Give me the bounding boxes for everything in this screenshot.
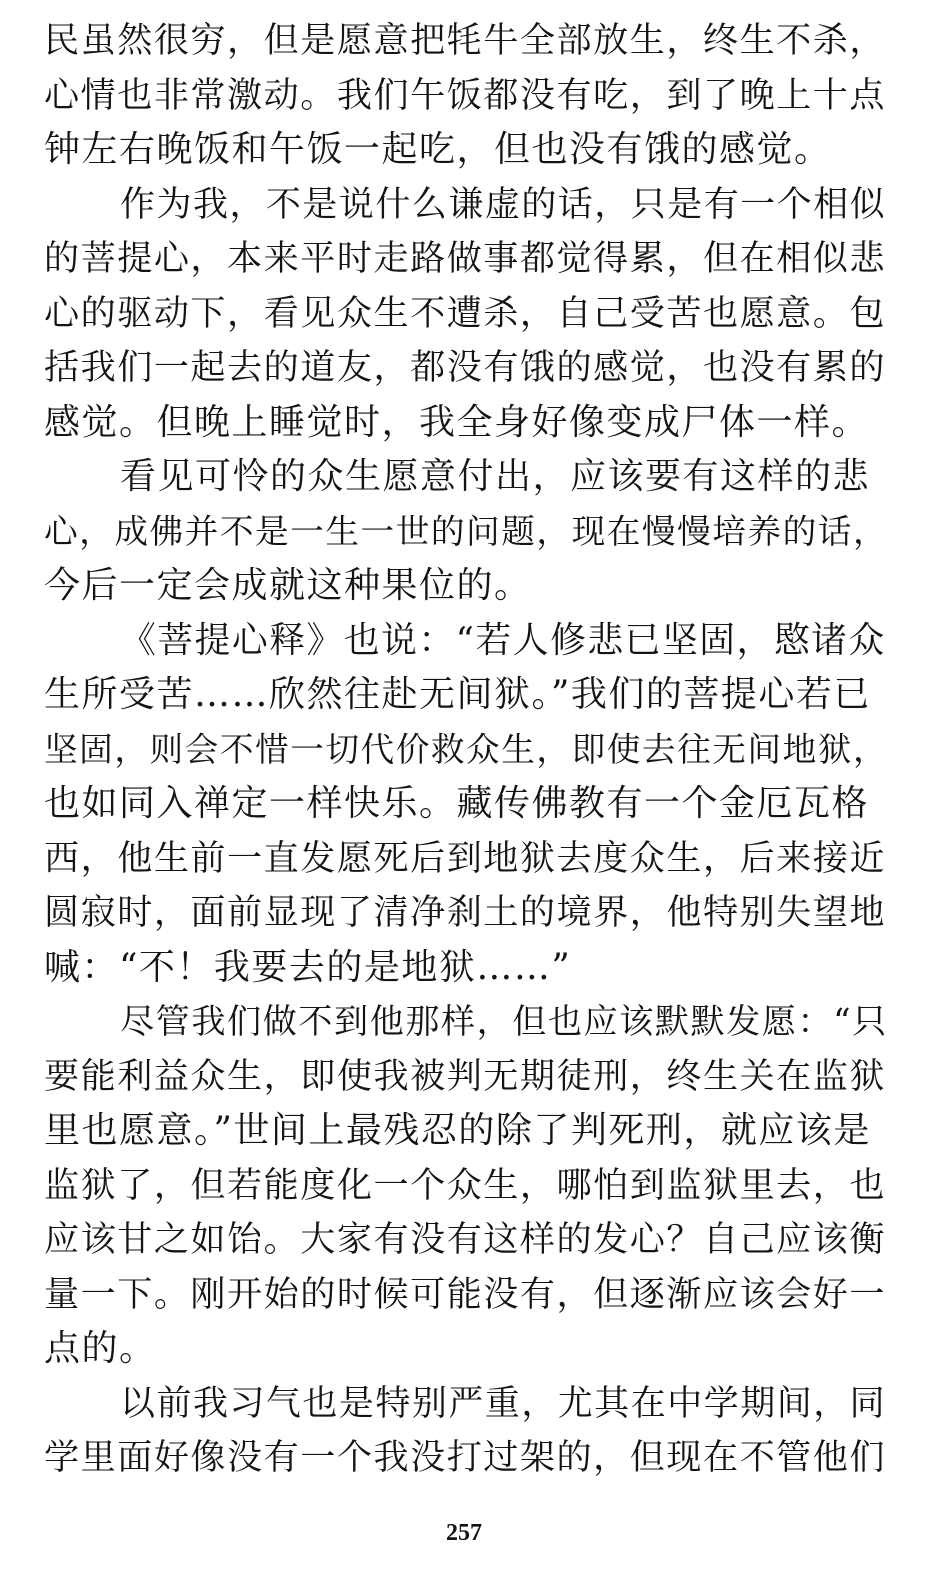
text-line: 看见可怜的众生愿意付出，应该要有这样的悲 [120, 456, 871, 497]
text-line: 里也愿意。”世间上最残忍的除了判死刑，就应该是 [44, 1110, 871, 1151]
text-line: 应该甘之如饴。大家有没有这样的发心？自己应该衡 [44, 1219, 887, 1260]
paragraph-3 [44, 450, 889, 614]
paragraph-4 [44, 614, 889, 996]
text-line: 括我们一起去的道友，都没有饿的感觉，也没有累的 [44, 347, 887, 388]
text-line: 点的。 [44, 1328, 157, 1369]
text-line: 以前我习气也是特别严重，尤其在中学期间，同 [120, 1383, 887, 1424]
text-line: 心的驱动下，看见众生不遭杀，自己受苦也愿意。包 [44, 292, 887, 334]
text-line: 西，他生前一直发愿死后到地狱去度众生，后来接近 [44, 837, 887, 879]
text-line: 监狱了，但若能度化一个众生，哪怕到监狱里去，也 [44, 1164, 887, 1206]
paragraph-5 [44, 995, 886, 1377]
text-line: 心，成佛并不是一生一世的问题，现在慢慢培养的话， [44, 511, 889, 551]
text-line: 坚固，则会不惜一切代价救众生，即使去往无间地狱， [44, 729, 889, 769]
text-line: 要能利益众生，即使我被判无期徒刑，终生关在监狱 [44, 1055, 887, 1097]
text-line: 《菩提心释》也说：“若人修悲已坚固，愍诸众 [120, 619, 886, 661]
text-line: 生所受苦……欣然往赴无间狱。”我们的菩提心若已 [44, 674, 871, 715]
text-line: 量一下。刚开始的时候可能没有，但逐渐应该会好一 [44, 1273, 887, 1315]
text-line: 今后一定会成就这种果位的。 [44, 565, 532, 606]
text-line: 钟左右晚饭和午饭一起吃，但也没有饿的感觉。 [44, 129, 832, 170]
text-line: 感觉。但晚上睡觉时，我全身好像变成尸体一样。 [44, 401, 870, 443]
text-line: 民虽然很穷，但是愿意把牦牛全部放生，终生不杀， [44, 20, 887, 61]
text-line: 喊：“不！我要去的是地狱……” [44, 946, 572, 988]
text-line: 也如同入禅定一样快乐。藏传佛教有一个金厄瓦格 [44, 783, 870, 824]
paragraph-1 [44, 14, 886, 178]
text-line: 的菩提心，本来平时走路做事都觉得累，但在相似悲 [44, 238, 887, 279]
body-text [44, 14, 889, 1486]
paragraph-6 [44, 1377, 886, 1486]
text-line: 作为我，不是说什么谦虚的话，只是有一个相似 [120, 184, 887, 225]
page-number: 257 [446, 1520, 482, 1546]
text-line: 学里面好像没有一个我没打过架的，但现在不管他们 [44, 1437, 887, 1478]
text-line: 心情也非常激动。我们午饭都没有吃，到了晚上十点 [44, 74, 887, 116]
text-line: 尽管我们做不到他那样，但也应该默默发愿：“只 [120, 1002, 888, 1042]
paragraph-2 [44, 178, 886, 451]
text-line: 圆寂时，面前显现了清净刹土的境界，他特别失望地 [44, 892, 887, 933]
